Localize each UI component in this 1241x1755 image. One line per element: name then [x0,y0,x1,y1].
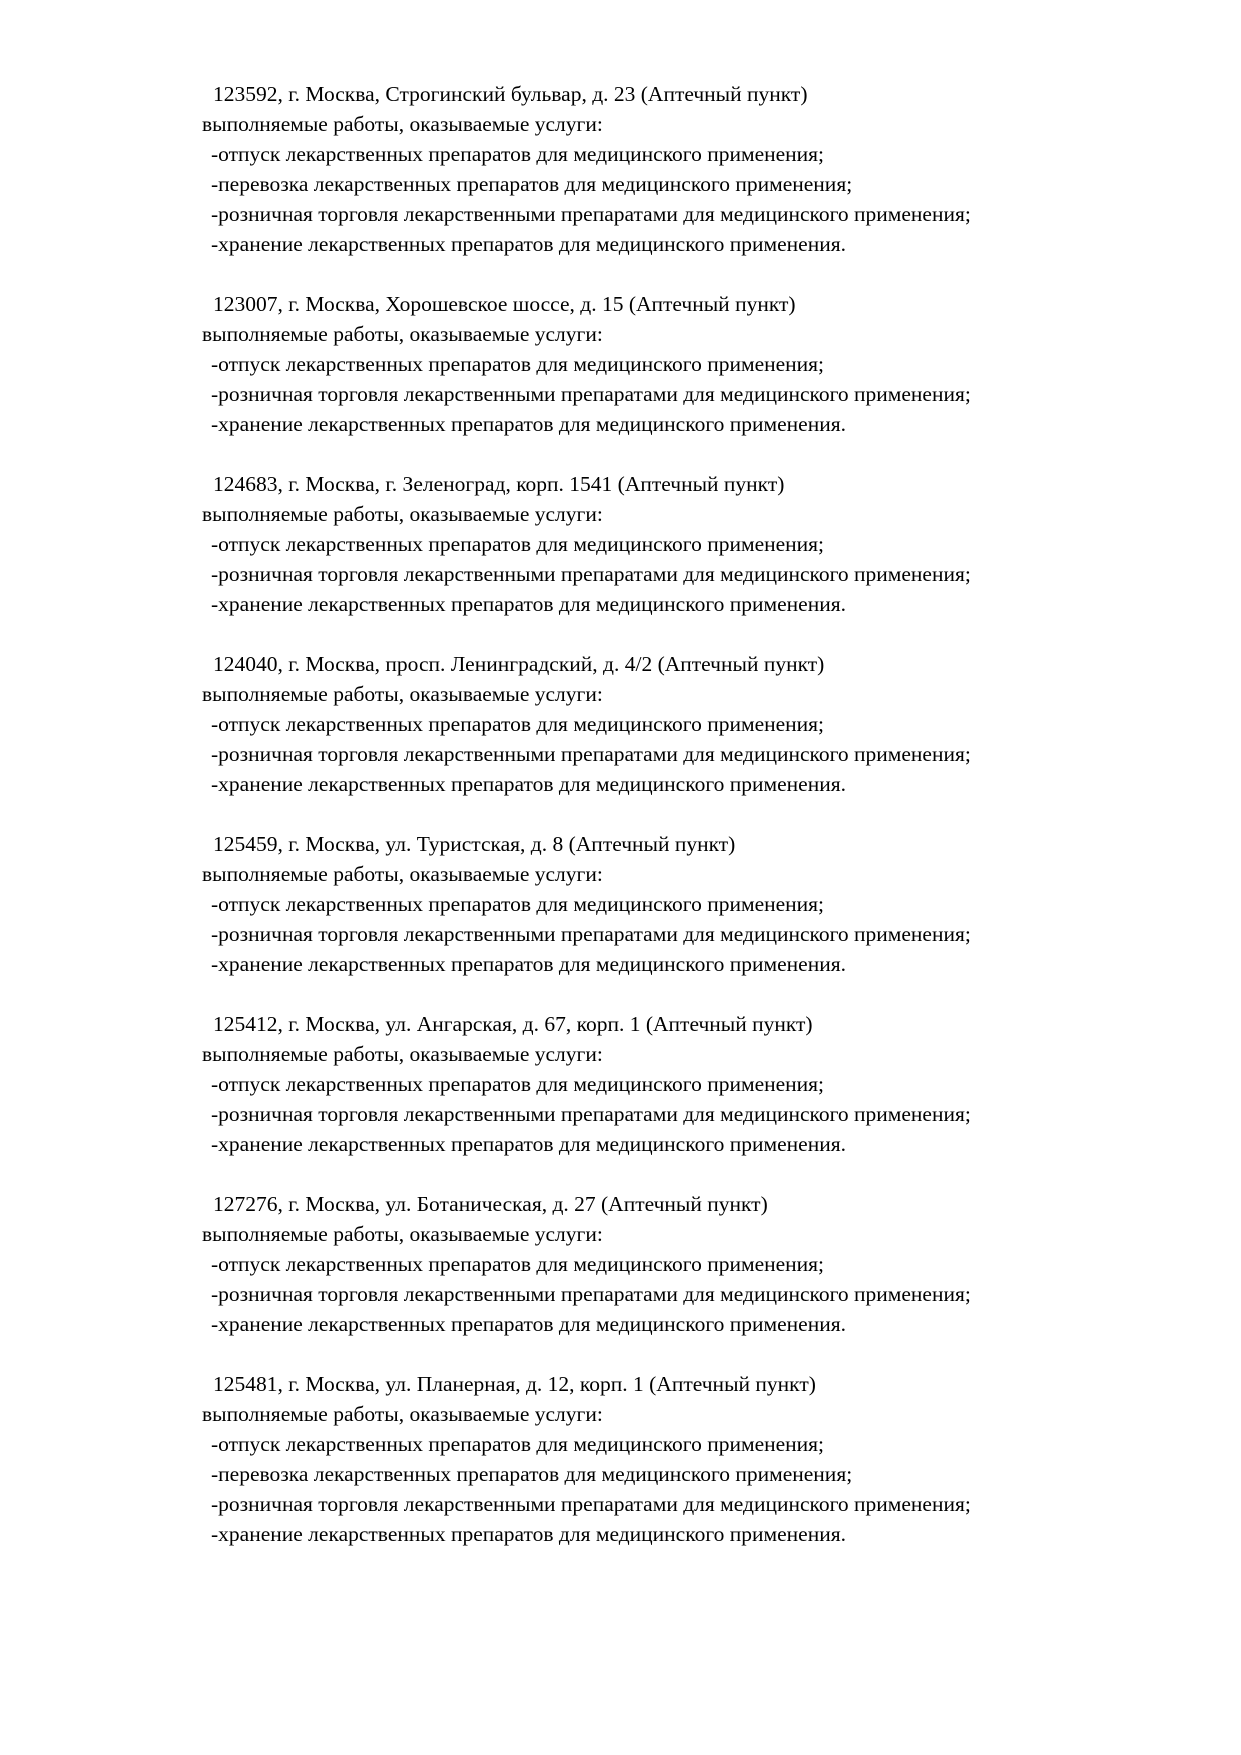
works-label: выполняемые работы, оказываемые услуги: [202,1402,603,1426]
service-item: -розничная торговля лекарственными препаратами для медицинского применения; [211,922,971,946]
pharmacy-entry [202,1369,1202,1549]
service-item: -отпуск лекарственных препаратов для медицинского применения; [211,532,825,556]
service-item: -перевозка лекарственных препаратов для медицинского применения; [211,172,853,196]
service-item: -отпуск лекарственных препаратов для медицинского применения; [211,1072,825,1096]
works-label: выполняемые работы, оказываемые услуги: [202,682,603,706]
service-item: -розничная торговля лекарственными препаратами для медицинского применения; [211,1102,971,1126]
service-item: -отпуск лекарственных препаратов для медицинского применения; [211,1432,825,1456]
service-item: -отпуск лекарственных препаратов для медицинского применения; [211,712,825,736]
pharmacy-entry [202,1189,1202,1339]
pharmacy-entry [202,829,1202,979]
service-item: -хранение лекарственных препаратов для медицинского применения. [211,232,846,256]
service-item: -розничная торговля лекарственными препаратами для медицинского применения; [211,742,971,766]
service-item: -розничная торговля лекарственными препаратами для медицинского применения; [211,1282,971,1306]
service-item: -отпуск лекарственных препаратов для медицинского применения; [211,1252,825,1276]
service-item: -хранение лекарственных препаратов для медицинского применения. [211,952,846,976]
entry-address: 125481, г. Москва, ул. Планерная, д. 12, корп. 1 (Аптечный пункт) [213,1372,816,1396]
entry-address: 124040, г. Москва, просп. Ленинградский, д. 4/2 (Аптечный пункт) [213,652,825,676]
entry-address: 125412, г. Москва, ул. Ангарская, д. 67, корп. 1 (Аптечный пункт) [213,1012,813,1036]
service-item: -хранение лекарственных препаратов для медицинского применения. [211,1312,846,1336]
works-label: выполняемые работы, оказываемые услуги: [202,502,603,526]
works-label: выполняемые работы, оказываемые услуги: [202,1042,603,1066]
service-item: -отпуск лекарственных препаратов для медицинского применения; [211,352,825,376]
pharmacy-entry [202,649,1202,799]
service-item: -отпуск лекарственных препаратов для медицинского применения; [211,892,825,916]
pharmacy-entry [202,1009,1202,1159]
service-item: -хранение лекарственных препаратов для медицинского применения. [211,592,846,616]
works-label: выполняемые работы, оказываемые услуги: [202,1222,603,1246]
entry-address: 123592, г. Москва, Строгинский бульвар, д. 23 (Аптечный пункт) [213,82,808,106]
works-label: выполняемые работы, оказываемые услуги: [202,322,603,346]
service-item: -розничная торговля лекарственными препаратами для медицинского применения; [211,202,971,226]
works-label: выполняемые работы, оказываемые услуги: [202,112,603,136]
service-item: -хранение лекарственных препаратов для медицинского применения. [211,1522,846,1546]
pharmacy-entry [202,469,1202,619]
service-item: -хранение лекарственных препаратов для медицинского применения. [211,772,846,796]
service-item: -перевозка лекарственных препаратов для медицинского применения; [211,1462,853,1486]
entry-address: 124683, г. Москва, г. Зеленоград, корп. 1541 (Аптечный пункт) [213,472,785,496]
works-label: выполняемые работы, оказываемые услуги: [202,862,603,886]
service-item: -розничная торговля лекарственными препаратами для медицинского применения; [211,562,971,586]
pharmacy-entry [202,79,1202,259]
service-item: -отпуск лекарственных препаратов для медицинского применения; [211,142,825,166]
license-annex-text [202,79,1202,1579]
service-item: -розничная торговля лекарственными препаратами для медицинского применения; [211,382,971,406]
entry-address: 123007, г. Москва, Хорошевское шоссе, д. 15 (Аптечный пункт) [213,292,796,316]
pharmacy-entry [202,289,1202,439]
service-item: -хранение лекарственных препаратов для медицинского применения. [211,412,846,436]
entry-address: 127276, г. Москва, ул. Ботаническая, д. 27 (Аптечный пункт) [213,1192,768,1216]
service-item: -хранение лекарственных препаратов для медицинского применения. [211,1132,846,1156]
service-item: -розничная торговля лекарственными препаратами для медицинского применения; [211,1492,971,1516]
entry-address: 125459, г. Москва, ул. Туристская, д. 8 (Аптечный пункт) [213,832,736,856]
